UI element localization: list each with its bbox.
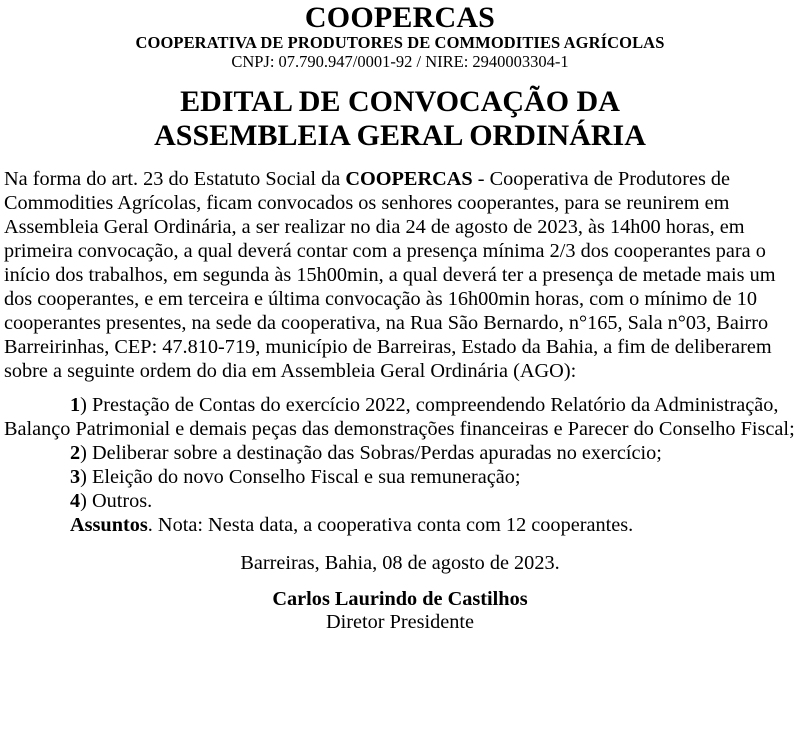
agenda-item-2 [4,441,796,465]
agenda-item-number: 1 [70,394,81,416]
body-intro-before: Na forma do art. 23 do Estatuto Social da [4,168,346,190]
agenda-item-text: ) Eleição do novo Conselho Fiscal e sua remuneração; [80,466,521,488]
agenda-item-number: 2 [70,442,81,464]
agenda-item-4 [4,489,796,513]
subjects-text: . Nota: Nesta data, a cooperativa conta com 12 cooperantes. [147,514,634,536]
notice-body [4,167,796,383]
org-name: COOPERCAS [304,1,496,34]
signer-role: Diretor Presidente [325,611,475,633]
org-identifiers: CNPJ: 07.790.947/0001-92 / NIRE: 2940003304-1 [231,52,569,71]
org-full-name: COOPERATIVA DE PRODUTORES DE COMMODITIES AGRÍCOLAS [135,33,665,52]
body-intro-after: - Cooperativa de Produtores de Commodities Agrícolas, ficam convocados os senhores cooperantes, para se reunirem em Assembleia Geral Ordinária, a ser realizar no dia 24 de agosto de 2023, às 14h00 horas, em primeira convocação, a qual deverá contar com a presença mínima 2/3 dos cooperantes para o início dos trabalhos, em segunda às 15h00min, a qual deverá ter a presença de metade mais um dos cooperantes, e em terceira e última convocação às 16h00min horas, com o mínimo de 10 cooperantes presentes, na sede da cooperativa, na Rua São Bernardo, n°165, Sala n°03, Bairro Barreirinhas, CEP: 47.810-719, município de Barreiras, Estado da Bahia, a fim de deliberarem sobre a seguinte ordem do dia em Assembleia Geral Ordinária (AGO): [4,168,776,382]
agenda-item-text: ) Deliberar sobre a destinação das Sobras/Perdas apuradas no exercício; [80,442,662,464]
notice-title-line-1: EDITAL DE CONVOCAÇÃO DA [180,85,620,118]
agenda-item-3 [4,465,796,489]
agenda-item-text: ) Prestação de Contas do exercício 2022, compreendendo Relatório da Administração, Balanço Patrimonial e demais peças das demonstrações financeiras e Parecer do Conselho Fiscal; [4,394,795,440]
agenda-item-number: 3 [70,466,81,488]
subjects-note [4,513,796,537]
place-date: Barreiras, Bahia, 08 de agosto de 2023. [240,552,560,574]
agenda-item-text: ) Outros. [80,490,153,512]
document-page [0,2,800,743]
signer-name: Carlos Laurindo de Castilhos [272,588,528,610]
subjects-label: Assuntos [70,514,148,536]
agenda-item-number: 4 [70,490,81,512]
body-intro-bold: COOPERCAS [345,168,473,190]
notice-title-line-2: ASSEMBLEIA GERAL ORDINÁRIA [154,119,646,152]
notice-title [4,85,796,153]
agenda-item-1 [4,393,796,441]
agenda-list [4,393,796,537]
